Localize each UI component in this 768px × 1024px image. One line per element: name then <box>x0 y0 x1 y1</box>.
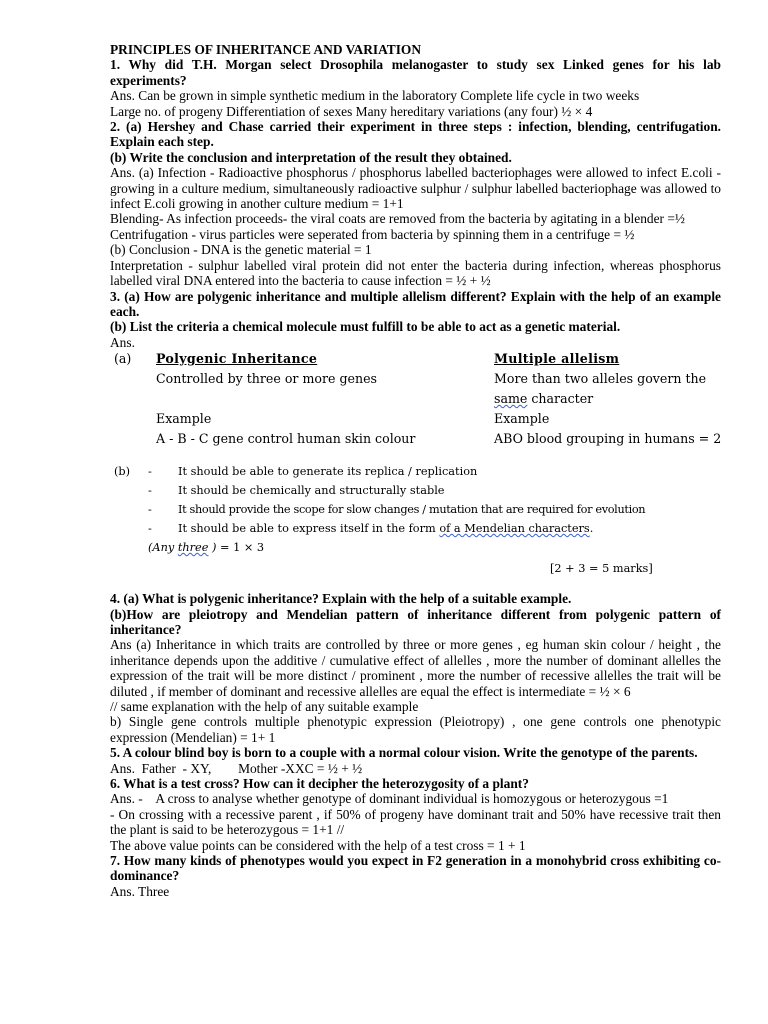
multiple-allelism-example-label: Example <box>494 411 550 427</box>
bullet-dash-3: - <box>148 503 152 517</box>
answer-4b: b) Single gene controls multiple phenotypic expression (Pleiotropy) , one gene controls one phenotypic expression (Mendelian) = 1+ 1 <box>110 714 721 745</box>
question-7: 7. How many kinds of phenotypes would you expect in F2 generation in a monohybrid cross exhibiting co-dominance? <box>110 853 721 884</box>
answer-5: Ans. Father - XY, Mother -XXC = ½ + ½ <box>110 760 363 776</box>
answer-2-conclusion: (b) Conclusion - DNA is the genetic material = 1 <box>110 242 372 258</box>
answer-2-infection: Ans. (a) Infection - Radioactive phosphorus / phosphorus labelled bacteriophages were allowed to infect E.coli - growing in a culture medium, simultaneously radioactive sulphur / sulphur labelled bacteriophage was allowed to infect E.coli growing in another culture medium = 1+1 <box>110 165 721 212</box>
answer-7: Ans. Three <box>110 883 170 899</box>
answer-4a: Ans (a) Inheritance in which traits are controlled by three or more genes , eg human skin colour / height , the inheritance depends upon the additive / cumulative effect of allelles , more the number of dominant allelles the expression of the trait will be more distinct / prominent , more the number of recessive allelles the trait will be diluted , if member of dominant and recessive allelles are equal the effect is intermediate = ½ × 6 <box>110 637 721 699</box>
answer-6-explanation: - On crossing with a recessive parent , if 50% of progeny have dominant trait and 50% have recessive trait then the plant is said to be heterozygous = 1+1 // <box>110 806 721 838</box>
multiple-allelism-example: ABO blood grouping in humans = 2 <box>494 431 722 447</box>
answer-3-label: Ans. <box>110 334 135 350</box>
polygenic-example: A - B - C gene control human skin colour <box>156 431 416 447</box>
answer-1-line-2: Large no. of progeny Differentiation of sexes Many hereditary variations (any four) ½ × 4 <box>110 103 593 119</box>
part-a-label: (a) <box>114 351 132 367</box>
bullet-dash-2: - <box>148 484 152 498</box>
bullet-dash-4: - <box>148 522 152 536</box>
polygenic-definition: Controlled by three or more genes <box>156 371 377 387</box>
criterion-expression <box>178 521 593 536</box>
character-word: character <box>527 391 594 407</box>
multiple-allelism-heading: Multiple allelism <box>494 351 620 367</box>
question-5: 5. A colour blind boy is born to a couple with a normal colour vision. Write the genotype of the parents. <box>110 745 698 761</box>
question-2b: (b) Write the conclusion and interpretation of the result they obtained. <box>110 149 512 165</box>
answer-4-note: // same explanation with the help of any suitable example <box>110 698 419 714</box>
answer-2-interpretation: Interpretation - sulphur labelled viral protein did not enter the bacteria during infection, whereas phosphorus labelled viral DNA entered into the bacteria to cause infection = ½ + ½ <box>110 257 721 289</box>
polygenic-heading: Polygenic Inheritance <box>156 351 318 367</box>
document-page <box>110 42 721 899</box>
same-word: same <box>494 391 528 407</box>
question-3b: (b) List the criteria a chemical molecule must fulfill to be able to act as a genetic material. <box>110 319 621 335</box>
answer-3-image <box>110 351 721 591</box>
question-1: 1. Why did T.H. Morgan select Drosophila melanogaster to study sex Linked genes for his lab experiments? <box>110 57 721 88</box>
question-4a: 4. (a) What is polygenic inheritance? Explain with the help of a suitable example. <box>110 591 572 607</box>
multiple-allelism-definition-1: More than two alleles govern the <box>494 371 707 387</box>
part-b-label: (b) <box>114 465 131 479</box>
answer-2-centrifugation: Centrifugation - virus particles were seperated from bacteria by spinning them in a centrifuge = ½ <box>110 226 635 242</box>
answer-1-line-1: Ans. Can be grown in simple synthetic medium in the laboratory Complete life cycle in two weeks <box>110 88 640 104</box>
document-title: PRINCIPLES OF INHERITANCE AND VARIATION <box>110 42 422 57</box>
question-2a: 2. (a) Hershey and Chase carried their experiment in three steps : infection, blending, centrifugation. Explain each step. <box>110 119 721 150</box>
mendelian-characters-text: of a Mendelian characters <box>439 522 590 536</box>
any-open: (Any <box>148 541 178 555</box>
answer-6-note: The above value points can be considered with the help of a test cross = 1 + 1 <box>110 837 526 853</box>
any-close: ) <box>208 541 217 555</box>
criterion-expression-end: . <box>589 522 594 536</box>
criterion-expression-text: It should be able to express itself in the form <box>178 522 440 536</box>
criterion-mutation: It should provide the scope for slow changes / mutation that are required for evolution <box>178 503 646 517</box>
polygenic-example-label: Example <box>156 411 212 427</box>
any-marks: = 1 × 3 <box>216 541 265 555</box>
criterion-stability: It should be chemically and structurally stable <box>178 484 445 498</box>
question-6: 6. What is a test cross? How can it decipher the heterozygosity of a plant? <box>110 776 529 791</box>
any-three-note <box>148 540 264 555</box>
bullet-dash-1: - <box>148 465 152 479</box>
criterion-replication: It should be able to generate its replica / replication <box>178 465 478 479</box>
multiple-allelism-definition-2 <box>494 391 593 406</box>
three-word: three <box>177 541 209 555</box>
question-4b: (b)How are pleiotropy and Mendelian pattern of inheritance different from polygenic pattern of inheritance? <box>110 606 721 637</box>
answer-6-definition: Ans. - A cross to analyse whether genotype of dominant individual is homozygous or heterozygous =1 <box>110 791 669 807</box>
answer-2-blending: Blending- As infection proceeds- the viral coats are removed from the bacteria by agitating in a blender =½ <box>110 211 685 227</box>
question-3a: 3. (a) How are polygenic inheritance and multiple allelism different? Explain with the help of an example each. <box>110 288 721 319</box>
total-marks: [2 + 3 = 5 marks] <box>550 562 653 576</box>
